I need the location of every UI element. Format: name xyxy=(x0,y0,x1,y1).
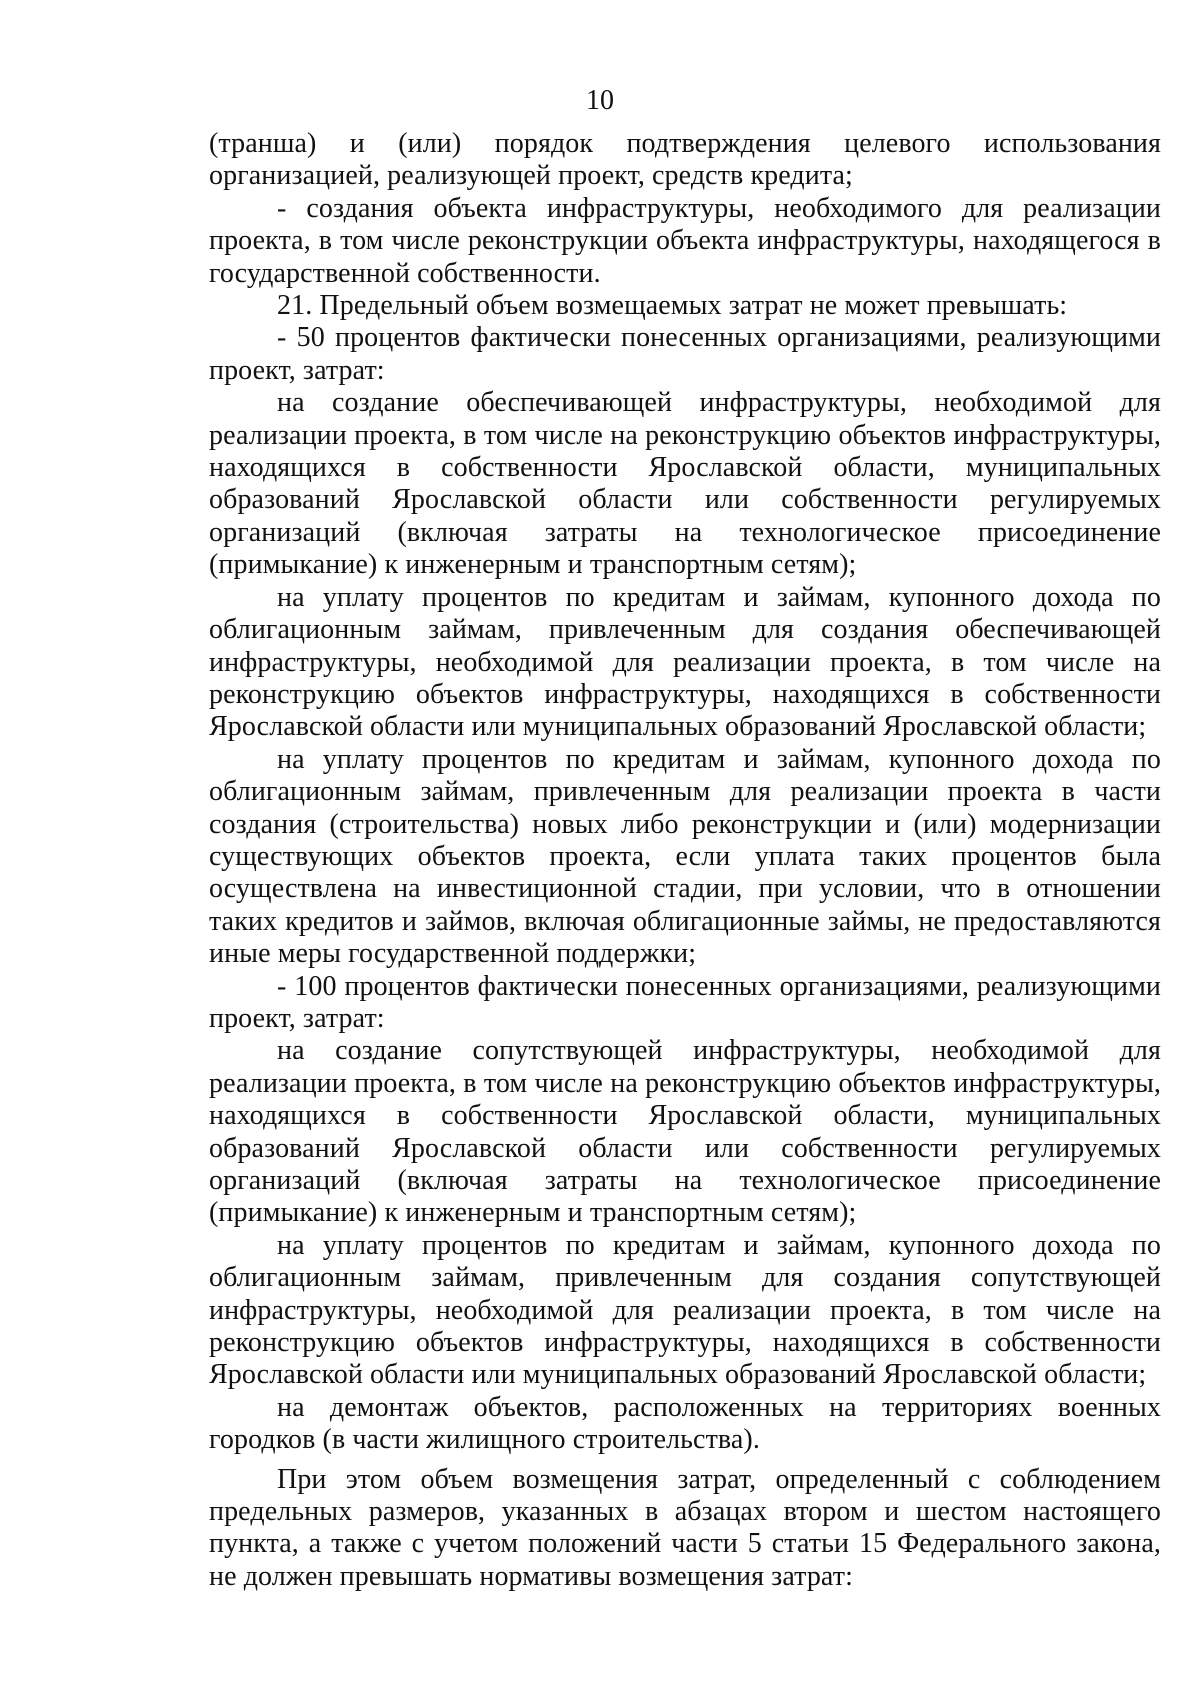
page-number: 10 xyxy=(586,85,614,116)
document-body xyxy=(209,128,1161,1593)
paragraph-interest-associated: на уплату процентов по кредитам и займам, купонного дохода по облигационным займам, привлеченным для создания сопутствующей инфраструктуры, необходимой для реализации проекта, в том числе на реконструкцию объектов инфраструктуры, находящихся в собственности Ярославской области или муниципальных образований Ярославской области; xyxy=(209,1229,1161,1391)
paragraph-reimbursement-limit: При этом объем возмещения затрат, определенный с соблюдением предельных размеров, указанных в абзацах втором и шестом настоящего пункта, а также с учетом положений части 5 статьи 15 Федерального закона, не должен превышать нормативы возмещения затрат: xyxy=(209,1463,1161,1592)
paragraph-associated-infrastructure: на создание сопутствующей инфраструктуры, необходимой для реализации проекта, в том числе на реконструкцию объектов инфраструктуры, находящихся в собственности Ярославской области, муниципальных образований Ярославской области или собственности регулируемых организаций (включая затраты на технологическое присоединение (примыкание) к инженерным и транспортным сетям); xyxy=(209,1035,1161,1229)
paragraph-supporting-infrastructure: на создание обеспечивающей инфраструктуры, необходимой для реализации проекта, в том числе на реконструкцию объектов инфраструктуры, находящихся в собственности Ярославской области, муниципальных образований Ярославской области или собственности регулируемых организаций (включая затраты на технологическое присоединение (примыкание) к инженерным и транспортным сетям); xyxy=(209,387,1161,581)
paragraph-interest-project: на уплату процентов по кредитам и займам, купонного дохода по облигационным займам, привлеченным для реализации проекта в части создания (строительства) новых либо реконструкции и (или) модернизации существующих объектов проекта, если уплата таких процентов была осуществлена на инвестиционной стадии, при условии, что в отношении таких кредитов и займов, включая облигационные займы, не предоставляются иные меры государственной поддержки; xyxy=(209,743,1161,970)
paragraph-continuation: (транша) и (или) порядок подтверждения целевого использования организацией, реализующей проект, средств кредита; xyxy=(209,128,1161,192)
paragraph-fifty-percent: - 50 процентов фактически понесенных организациями, реализующими проект, затрат: xyxy=(209,322,1161,386)
paragraph-hundred-percent: - 100 процентов фактически понесенных организациями, реализующими проект, затрат: xyxy=(209,970,1161,1034)
paragraph-infrastructure-object: - создания объекта инфраструктуры, необходимого для реализации проекта, в том числе реконструкции объекта инфраструктуры, находящегося в государственной собственности. xyxy=(209,192,1161,289)
paragraph-interest-supporting: на уплату процентов по кредитам и займам, купонного дохода по облигационным займам, привлеченным для создания обеспечивающей инфраструктуры, необходимой для реализации проекта, в том числе на реконструкцию объектов инфраструктуры, находящихся в собственности Ярославской области или муниципальных образований Ярославской области; xyxy=(209,581,1161,743)
paragraph-section-21: 21. Предельный объем возмещаемых затрат не может превышать: xyxy=(277,290,1068,322)
paragraph-dismantling: на демонтаж объектов, расположенных на территориях военных городков (в части жилищного строительства). xyxy=(209,1391,1161,1456)
